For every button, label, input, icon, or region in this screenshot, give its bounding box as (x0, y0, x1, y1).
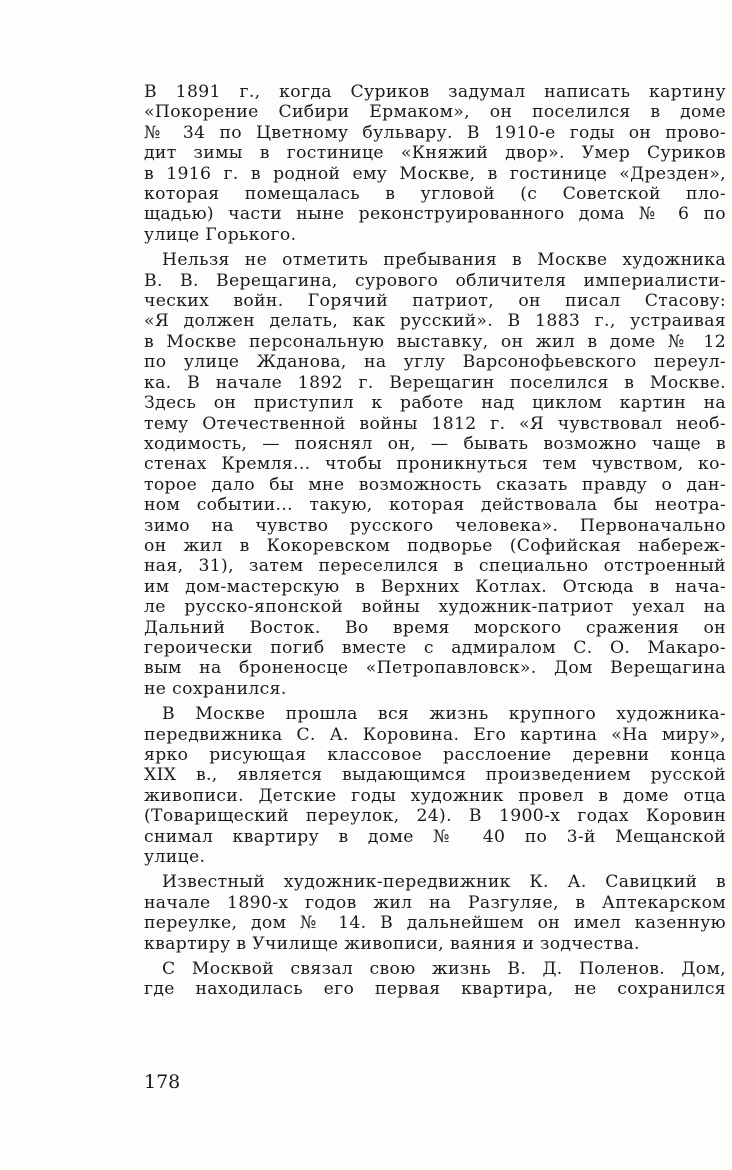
text-line: (Товарищеский переулок, 24). В 1900-х годах Коровин (144, 806, 726, 827)
text-line: живописи. Детские годы художник провел в доме отца (144, 785, 726, 806)
text-line: № 34 по Цветному бульвару. В 1910-е годы он прово- (144, 122, 726, 143)
text-line: героически погиб вместе с адмиралом С. О. Макаро- (144, 637, 726, 658)
text-line: «Я должен делать, как русский». В 1883 г., устраивая (144, 311, 726, 332)
text-line: ка. В начале 1892 г. Верещагин поселился в Москве. (144, 372, 726, 393)
text-line: Известный художник-передвижник К. А. Савицкий в (162, 872, 726, 893)
text-line: стенах Кремля... чтобы проникнуться тем чувством, ко- (144, 454, 726, 475)
text-line: улице Горького. (144, 224, 297, 245)
text-line: С Москвой связал свою жизнь В. Д. Поленов. Дом, (162, 959, 726, 980)
text-line: Нельзя не отметить пребывания в Москве художника (162, 250, 726, 271)
paragraph-vereshchagin (144, 250, 726, 699)
text-line: передвижника С. А. Коровина. Его картина «На миру», (144, 724, 726, 745)
text-line: В 1891 г., когда Суриков задумал написать картину (144, 82, 726, 102)
text-line: переулке, дом № 14. В дальнейшем он имел казенную (144, 913, 726, 934)
text-line: тему Отечественной войны 1812 г. «Я чувствовал необ- (144, 413, 726, 434)
text-line: вым на броненосце «Петропавловск». Дом Верещагина (144, 658, 726, 679)
text-line: не сохранился. (144, 678, 287, 699)
text-line: по улице Жданова, на углу Варсонофьевского переул- (144, 352, 726, 373)
text-line: зимо на чувство русского человека». Первоначально (144, 515, 726, 536)
text-line: он жил в Кокоревском подворье (Софийская набереж- (144, 535, 726, 556)
paragraph-surikov (144, 82, 726, 245)
text-line: Дальний Восток. Во время морского сражения он (144, 617, 726, 638)
text-line: в Москве персональную выставку, он жил в доме № 12 (144, 331, 726, 352)
body-text (144, 82, 726, 1005)
text-line: торое дало бы мне возможность сказать правду о дан- (144, 474, 726, 495)
text-line: ном событии... такую, которая действовала бы неотра- (144, 495, 726, 516)
text-line: в 1916 г. в родной ему Москве, в гостинице «Дрезден», (144, 163, 726, 184)
text-line: квартиру в Училище живописи, ваяния и зодчества. (144, 933, 640, 954)
text-line: В Москве прошла вся жизнь крупного художника- (162, 704, 726, 725)
text-line: ческих войн. Горячий патриот, он писал Стасову: (144, 291, 726, 312)
text-line: щадью) части ныне реконструированного дома № 6 по (144, 204, 726, 225)
text-line: ходимость, — пояснял он, — бывать возможно чаще в (144, 433, 726, 454)
text-line: снимал квартиру в доме № 40 по 3-й Мещанской (144, 826, 726, 847)
text-line: дит зимы в гостинице «Княжий двор». Умер Суриков (144, 143, 726, 164)
text-line: ная, 31), затем переселился в специально отстроенный (144, 556, 726, 577)
text-line: ярко рисующая классовое расслоение деревни конца (144, 745, 726, 765)
text-line: Здесь он приступил к работе над циклом картин на (144, 393, 726, 414)
text-line: «Покорение Сибири Ермаком», он поселился в доме (144, 102, 726, 123)
text-line: где находилась его первая квартира, не сохранился (144, 979, 726, 1000)
paragraph-korovin (144, 704, 726, 867)
text-line: В. В. Верещагина, сурового обличителя империалисти- (144, 270, 726, 291)
text-line: ле русско-японской войны художник-патриот уехал на (144, 597, 726, 618)
text-line: начале 1890-х годов жил на Разгуляе, в Аптекарском (144, 892, 726, 913)
page-number: 178 (144, 1071, 181, 1093)
paragraph-savitsky (144, 872, 726, 954)
text-line: XIX в., является выдающимся произведением русской (144, 765, 726, 786)
text-line: им дом-мастерскую в Верхних Котлах. Отсюда в нача- (144, 576, 726, 597)
text-line: улице. (144, 847, 206, 868)
text-line: которая помещалась в угловой (с Советской пло- (144, 184, 726, 205)
paragraph-polenov (144, 959, 726, 1000)
